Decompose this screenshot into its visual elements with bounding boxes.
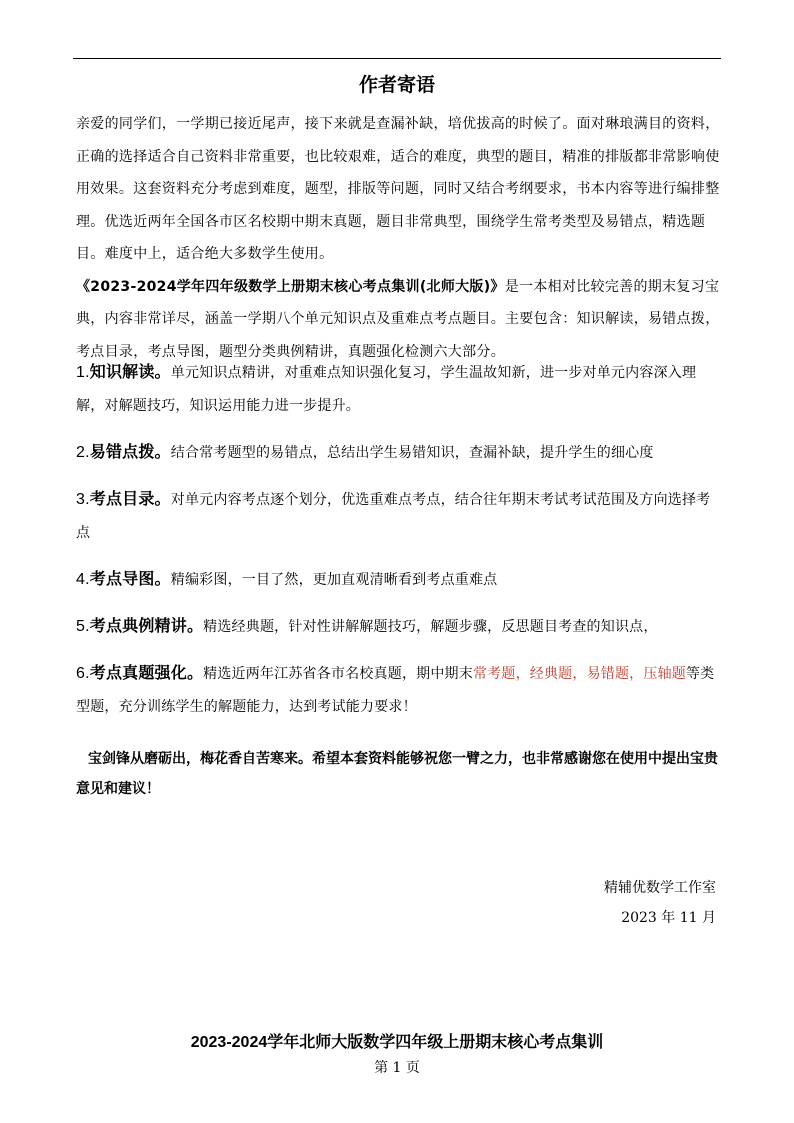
footer-book-title: 2023-2024学年北师大版数学四年级上册期末核心考点集训 (190, 1034, 604, 1051)
book-title: 《2023-2024学年四年级数学上册期末核心考点集训(北师大版)》 (76, 278, 505, 295)
closing-text: 宝剑锋从磨砺出，梅花香自苦寒来。希望本套资料能够祝您一臂之力，也非常感谢您在使用中提出宝贵意见和建议！ (76, 751, 718, 797)
section-heading: 考点真题强化。 (89, 663, 204, 682)
section-heading: 易错点拨。 (89, 442, 171, 461)
section-number: 4. (76, 571, 90, 588)
sections-list (76, 355, 722, 736)
section-number: 6. (76, 665, 90, 682)
header-rule (73, 58, 721, 59)
section-heading: 考点典例精讲。 (89, 616, 204, 635)
section-heading: 考点导图。 (89, 569, 171, 588)
intro-paragraph-2 (76, 271, 722, 369)
section-3 (76, 482, 722, 550)
section-body: 对单元内容考点逐个划分，优选重难点考点，结合往年期末考试考试范围及方向选择考点 (76, 492, 711, 541)
section-4 (76, 562, 722, 597)
studio-name: 精辅优数学工作室 (604, 880, 716, 896)
section-number: 5. (76, 618, 90, 635)
section-body-end: 等类型题，充分训练学生的解题能力，达到考试能力要求！ (76, 666, 715, 715)
section-body: 精编彩图，一目了然，更加直观清晰看到考点重难点 (170, 572, 498, 588)
section-heading: 知识解读。 (89, 362, 171, 381)
section-number: 3. (76, 491, 90, 508)
section-body: 单元知识点精讲，对重难点知识强化复习，学生温故知新，进一步对单元内容深入理解，对解题技巧，知识运用能力进一步提升。 (76, 365, 697, 414)
section-number: 2. (76, 444, 90, 461)
section-body: 结合常考题型的易错点，总结出学生易错知识，查漏补缺，提升学生的细心度 (170, 445, 654, 461)
section-body: 精选经典题，针对性讲解解题技巧，解题步骤，反思题目考查的知识点， (203, 619, 658, 635)
section-number: 1. (76, 364, 90, 381)
page-title: 作者寄语 (358, 74, 435, 96)
section-5 (76, 609, 722, 644)
signature-date: 2023 年 11 月 (621, 910, 716, 926)
section-body: 精选近两年江苏省各市名校真题，期中期末 (203, 666, 473, 682)
signature-block (604, 873, 716, 933)
intro-block (76, 108, 722, 368)
section-2 (76, 435, 722, 470)
closing-block (76, 744, 722, 804)
intro-paragraph-1: 亲爱的同学们，一学期已接近尾声，接下来就是查漏补缺，培优拔高的时候了。面对琳琅满目的资料，正确的选择适合自己资料非常重要，也比较艰难，适合的难度，典型的题目，精准的排版都非常影响使用效果。这套资料充分考虑到难度，题型，排版等问题，同时又结合考纲要求，书本内容等进行编排整理。优选近两年全国各市区名校期中期末真题，题目非常典型，围绕学生常考类型及易错点，精选题目。难度中上，适合绝大多数学生使用。 (76, 116, 720, 262)
section-heading: 考点目录。 (89, 489, 171, 508)
section-6 (76, 656, 722, 724)
intro-paragraph-2-text: 是一本相对比较完善的期末复习宝典，内容非常详尽，涵盖一学期八个单元知识点及重难点考点题目。主要包含：知识解读，易错点拨，考点目录，考点导图，题型分类典例精讲，真题强化检测六大部分。 (76, 278, 720, 360)
highlight-text: 常考题，经典题，易错题，压轴题 (472, 666, 686, 682)
page-number: 第 1 页 (374, 1060, 420, 1076)
section-1 (76, 355, 722, 423)
